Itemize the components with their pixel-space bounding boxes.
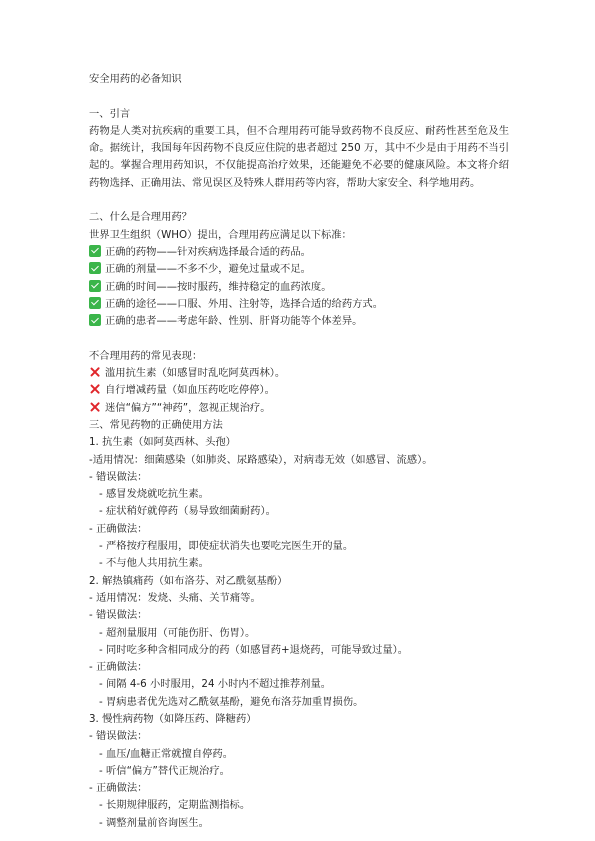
irrational-text: 滥用抗生素（如感冒时乱吃阿莫西林）。 — [105, 367, 286, 380]
chronic-right-label: - 正确做法： — [89, 782, 148, 795]
chronic-right-item: - 长期规律服药，定期监测指标。 — [99, 799, 251, 812]
criteria-item — [89, 261, 509, 278]
usage-heading: 三、常见药物的正确使用方法 — [89, 418, 223, 431]
antibiotics-scope: -适用情况：细菌感染（如肺炎、尿路感染），对病毒无效（如感冒、流感）。 — [89, 453, 433, 466]
analgesics-wrong-label: - 错误做法： — [89, 609, 148, 622]
antibiotics-wrong-item: - 症状稍好就停药（易导致细菌耐药）。 — [99, 505, 276, 518]
irrational-text: 自行增减药量（如血压药吃吃停停）。 — [105, 384, 275, 397]
intro-heading: 一、引言 — [89, 107, 131, 120]
antibiotics-title: 1. 抗生素（如阿莫西林、头孢） — [89, 436, 236, 449]
rational-heading: 二、什么是合理用药？ — [89, 211, 192, 224]
antibiotics-right-item: - 不与他人共用抗生素。 — [99, 557, 209, 570]
criteria-text: 正确的患者——考虑年龄、性别、肝肾功能等个体差异。 — [105, 315, 363, 328]
check-mark-icon — [89, 297, 101, 309]
analgesics-right-item: - 间隔 4-6 小时服用，24 小时内不超过推荐剂量。 — [99, 678, 332, 691]
criteria-text: 正确的途径——口服、外用、注射等，选择合适的给药方式。 — [105, 297, 384, 310]
analgesics-right-item: - 胃病患者优先选对乙酰氨基酚，避免布洛芬加重胃损伤。 — [99, 695, 364, 708]
check-mark-icon — [89, 245, 101, 257]
check-mark-icon — [89, 262, 101, 274]
chronic-title: 3. 慢性病药物（如降压药、降糖药） — [89, 712, 257, 725]
chronic-wrong-item: - 听信“偏方”替代正规治疗。 — [99, 764, 230, 777]
antibiotics-right-label: - 正确做法： — [89, 522, 148, 535]
antibiotics-right-item: - 严格按疗程服用，即使症状消失也要吃完医生开的量。 — [99, 540, 354, 553]
chronic-wrong-label: - 错误做法： — [89, 730, 148, 743]
criteria-text: 正确的药物——针对疾病选择最合适的药品。 — [105, 245, 311, 258]
analgesics-title: 2. 解热镇痛药（如布洛芬、对乙酰氨基酚） — [89, 574, 288, 587]
analgesics-scope: - 适用情况：发烧、头痛、关节痛等。 — [89, 591, 261, 604]
irrational-item — [89, 365, 509, 382]
irrational-item — [89, 382, 509, 399]
criteria-item — [89, 313, 509, 330]
check-mark-icon — [89, 280, 101, 292]
criteria-item — [89, 279, 509, 296]
chronic-right-item: - 调整剂量前咨询医生。 — [99, 816, 209, 829]
criteria-text: 正确的时间——按时服药，维持稳定的血药浓度。 — [105, 280, 332, 293]
intro-paragraph: 药物是人类对抗疾病的重要工具，但不合理用药可能导致药物不良反应、耐药性甚至危及生命。据统计，我国每年因药物不良反应住院的患者超过 250 万，其中不少是由于用药不当引起的。掌握合理用药知识，不仅能提高治疗效果，还能避免不必要的健康风险。本文将介绍药物选择、正确用法、常见误区及特殊人群用药等内容，帮助大家安全、科学地用药。 — [89, 124, 509, 189]
analgesics-right-label: - 正确做法： — [89, 661, 148, 674]
irrational-item — [89, 400, 509, 417]
criteria-item — [89, 296, 509, 313]
cross-mark-icon — [89, 366, 101, 378]
criteria-text: 正确的剂量——不多不少，避免过量或不足。 — [105, 263, 311, 276]
cross-mark-icon — [89, 383, 101, 395]
chronic-wrong-item: - 血压/血糖正常就擅自停药。 — [99, 747, 234, 760]
irrational-lead: 不合理用药的常见表现： — [89, 349, 203, 362]
check-mark-icon — [89, 314, 101, 326]
antibiotics-wrong-item: - 感冒发烧就吃抗生素。 — [99, 488, 209, 501]
antibiotics-wrong-label: - 错误做法： — [89, 470, 148, 483]
irrational-text: 迷信“偏方”“神药”，忽视正规治疗。 — [105, 401, 271, 414]
criteria-item — [89, 244, 509, 261]
rational-lead: 世界卫生组织（WHO）提出，合理用药应满足以下标准： — [89, 228, 352, 241]
doc-title: 安全用药的必备知识 — [89, 73, 182, 85]
analgesics-wrong-item: - 同时吃多种含相同成分的药（如感冒药+退烧药，可能导致过量）。 — [99, 643, 409, 656]
analgesics-wrong-item: - 超剂量服用（可能伤肝、伤胃）。 — [99, 626, 256, 639]
cross-mark-icon — [89, 401, 101, 413]
